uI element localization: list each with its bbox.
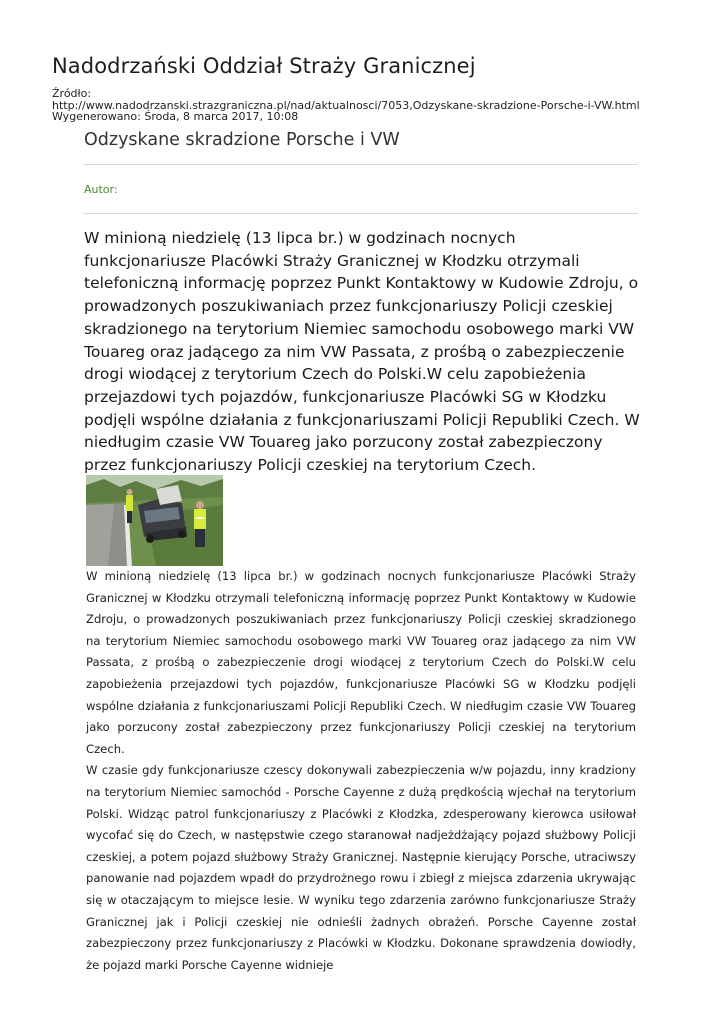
- generated-date: Wygenerowano: Środa, 8 marca 2017, 10:08: [52, 110, 299, 123]
- source-url: http://www.nadodrzanski.strazgraniczna.pl/nad/aktualnosci/7053,Odzyskane-skradzione-Porsche-i-VW.html: [52, 98, 640, 112]
- title-divider: [84, 164, 638, 165]
- site-title: Nadodrzański Oddział Straży Granicznej: [52, 54, 476, 78]
- body-paragraph: W czasie gdy funkcjonariusze czescy dokonywali zabezpieczenia w/w pojazdu, inny kradziony na terytorium Niemiec samochód - Porsche Cayenne z dużą prędkością wjechał na terytorium Polski. Widząc patrol funkcjonariuszy z Placówki z Kłodzka, zdesperowany kierowca usiłował wycofać się do Czech, w następstwie czego staranował nadjeżdżający pojazd służbowy Policji czeskiej, a potem pojazd służbowy Straży Granicznej. Następnie kierujący Porsche, utraciwszy panowanie nad pojazdem wpadł do przydrożnego rowu i zbiegł z miejsca zdarzenia ukrywając się w otaczającym to miejsce lesie. W wyniku tego zdarzenia zarówno funkcjonariusze Straży Granicznej jak i Policji czeskiej nie odnieśli żadnych obrażeń. Porsche Cayenne został zabezpieczony przez funkcjonariuszy z Placówki w Kłodzku. Dokonane sprawdzenia dowiodły, że pojazd marki Porsche Cayenne widnieje: [86, 763, 636, 972]
- article-photo: [86, 475, 223, 566]
- article-lead: W minioną niedzielę (13 lipca br.) w godzinach nocnych funkcjonariusze Placówki Straży Granicznej w Kłodzku otrzymali telefoniczną informację poprzez Punkt Kontaktowy w Kudowie Zdroju, o prowadzonych poszukiwaniach przez funkcjonariuszy Policji czeskiej skradzionego na terytorium Niemiec samochodu osobowego marki VW Touareg oraz jadącego za nim VW Passata, z prośbą o zabezpieczenie drogi wiodącej z terytorium Czech do Polski.W celu zapobieżenia przejazdowi tych pojazdów, funkcjonariusze Placówki SG w Kłodzku podjęli wspólne działania z funkcjonariuszami Policji Republiki Czech. W niedługim czasie VW Touareg jako porzucony został zabezpieczony przez funkcjonariuszy Policji czeskiej na terytorium Czech.: [84, 229, 640, 475]
- article-body: [86, 566, 636, 976]
- author-label: Autor:: [84, 183, 118, 196]
- body-paragraph: W minioną niedzielę (13 lipca br.) w godzinach nocnych funkcjonariusze Placówki Straży Granicznej w Kłodzku otrzymali telefoniczną informację poprzez Punkt Kontaktowy w Kudowie Zdroju, o prowadzonych poszukiwaniach przez funkcjonariuszy Policji czeskiej skradzionego na terytorium Niemiec samochodu osobowego marki VW Touareg oraz jadącego za nim VW Passata, z prośbą o zabezpieczenie drogi wiodącej z terytorium Czech do Polski.W celu zapobieżenia przejazdowi tych pojazdów, funkcjonariusze Placówki SG w Kłodzku podjęli wspólne działania z funkcjonariuszami Policji Republiki Czech. W niedługim czasie VW Touareg jako porzucony został zabezpieczony przez funkcjonariuszy Policji czeskiej na terytorium Czech.: [86, 569, 636, 756]
- source-label: Źródło:: [52, 87, 92, 100]
- document-meta: [52, 88, 712, 123]
- article-title: Odzyskane skradzione Porsche i VW: [84, 130, 400, 150]
- author-divider: [84, 213, 638, 214]
